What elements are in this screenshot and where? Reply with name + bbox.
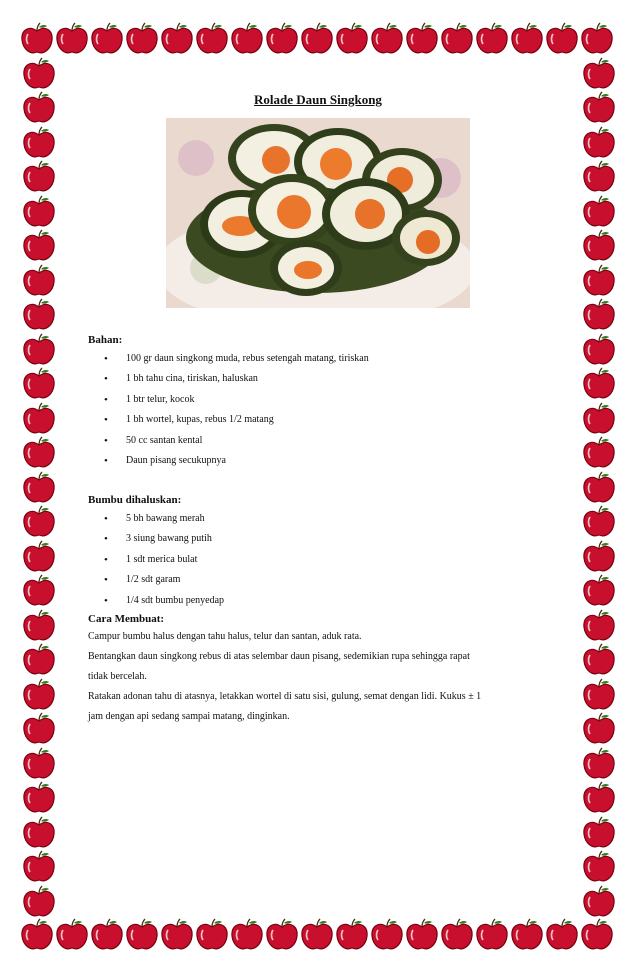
apple-icon [22,471,56,505]
cara-heading: Cara Membuat: [88,613,165,625]
instruction-line: tidak bercelah. [88,671,147,682]
apple-icon [22,126,56,160]
apple-icon [22,816,56,850]
apple-icon [582,885,616,919]
apple-icon [582,816,616,850]
apple-icon [22,367,56,401]
apple-icon [582,57,616,91]
list-item: • 3 siung bawang putih [98,529,224,549]
apple-icon [22,436,56,470]
apple-icon [580,22,614,56]
apple-icon [22,609,56,643]
apple-icon [582,540,616,574]
apple-icon [22,505,56,539]
apple-icon [582,436,616,470]
apple-icon [582,298,616,332]
apple-icon [195,22,229,56]
apple-icon [230,22,264,56]
apple-icon [125,22,159,56]
list-item: • 5 bh bawang merah [98,509,224,529]
apple-icon [22,747,56,781]
bahan-heading: Bahan: [88,334,123,346]
list-item: • 50 cc santan kental [98,431,369,451]
bumbu-heading: Bumbu dihaluskan: [88,494,182,506]
apple-icon [405,918,439,952]
apple-icon [90,22,124,56]
apple-icon [335,22,369,56]
apple-icon [195,918,229,952]
apple-icon [22,333,56,367]
apple-icon [582,402,616,436]
apple-icon [230,918,264,952]
apple-icon [582,609,616,643]
apple-icon [55,918,89,952]
list-item: • 1 sdt merica bulat [98,550,224,570]
apple-icon [265,22,299,56]
list-item: • 100 gr daun singkong muda, rebus setengah matang, tiriskan [98,349,369,369]
instruction-line: jam dengan api sedang sampai matang, dinginkan. [88,711,290,722]
apple-icon [265,918,299,952]
apple-icon [582,471,616,505]
apple-icon [475,918,509,952]
instruction-line: Campur bumbu halus dengan tahu halus, telur dan santan, aduk rata. [88,631,362,642]
apple-icon [582,91,616,125]
apple-icon [582,195,616,229]
apple-icon [22,712,56,746]
list-item: • 1/4 sdt bumbu penyedap [98,591,224,611]
apple-icon [370,22,404,56]
apple-icon [582,229,616,263]
apple-icon [440,918,474,952]
apple-icon [125,918,159,952]
page-title: Rolade Daun Singkong [254,92,382,107]
list-item: • Daun pisang secukupnya [98,451,369,471]
apple-icon [370,918,404,952]
apple-icon [582,264,616,298]
apple-icon [22,402,56,436]
rolade-photo [166,118,470,308]
apple-icon [405,22,439,56]
apple-icon [300,918,334,952]
apple-icon [475,22,509,56]
apple-icon [22,540,56,574]
apple-icon [300,22,334,56]
apple-icon [22,264,56,298]
apple-icon [22,229,56,263]
apple-icon [580,918,614,952]
apple-icon [335,918,369,952]
apple-icon [22,781,56,815]
apple-icon [582,678,616,712]
list-item: • 1 btr telur, kocok [98,390,369,410]
apple-icon [440,22,474,56]
apple-icon [582,505,616,539]
apple-icon [55,22,89,56]
apple-icon [22,298,56,332]
apple-icon [160,22,194,56]
apple-icon [545,22,579,56]
bahan-list [98,349,369,471]
apple-icon [582,367,616,401]
apple-icon [22,160,56,194]
apple-icon [22,678,56,712]
instruction-line: Bentangkan daun singkong rebus di atas selembar daun pisang, sedemikian rupa sehingga rapat [88,651,470,662]
apple-icon [22,91,56,125]
apple-icon [545,918,579,952]
apple-icon [22,574,56,608]
apple-icon [22,643,56,677]
apple-icon [582,160,616,194]
bumbu-list [98,509,224,611]
apple-icon [20,918,54,952]
apple-icon [582,712,616,746]
apple-icon [582,333,616,367]
cara-instructions [88,627,548,727]
apple-icon [22,885,56,919]
apple-icon [510,22,544,56]
apple-icon [582,781,616,815]
apple-icon [582,643,616,677]
list-item: • 1 bh tahu cina, tiriskan, haluskan [98,369,369,389]
apple-icon [582,574,616,608]
instruction-line: Ratakan adonan tahu di atasnya, letakkan wortel di satu sisi, gulung, semat dengan lidi. Kukus ± 1 [88,691,482,702]
list-item: • 1/2 sdt garam [98,570,224,590]
apple-icon [582,850,616,884]
apple-icon [22,195,56,229]
apple-icon [582,126,616,160]
apple-icon [22,850,56,884]
apple-icon [90,918,124,952]
apple-icon [20,22,54,56]
list-item: • 1 bh wortel, kupas, rebus 1/2 matang [98,410,369,430]
apple-icon [22,57,56,91]
apple-icon [582,747,616,781]
rolade-photo-image [166,118,470,308]
apple-icon [510,918,544,952]
apple-icon [160,918,194,952]
